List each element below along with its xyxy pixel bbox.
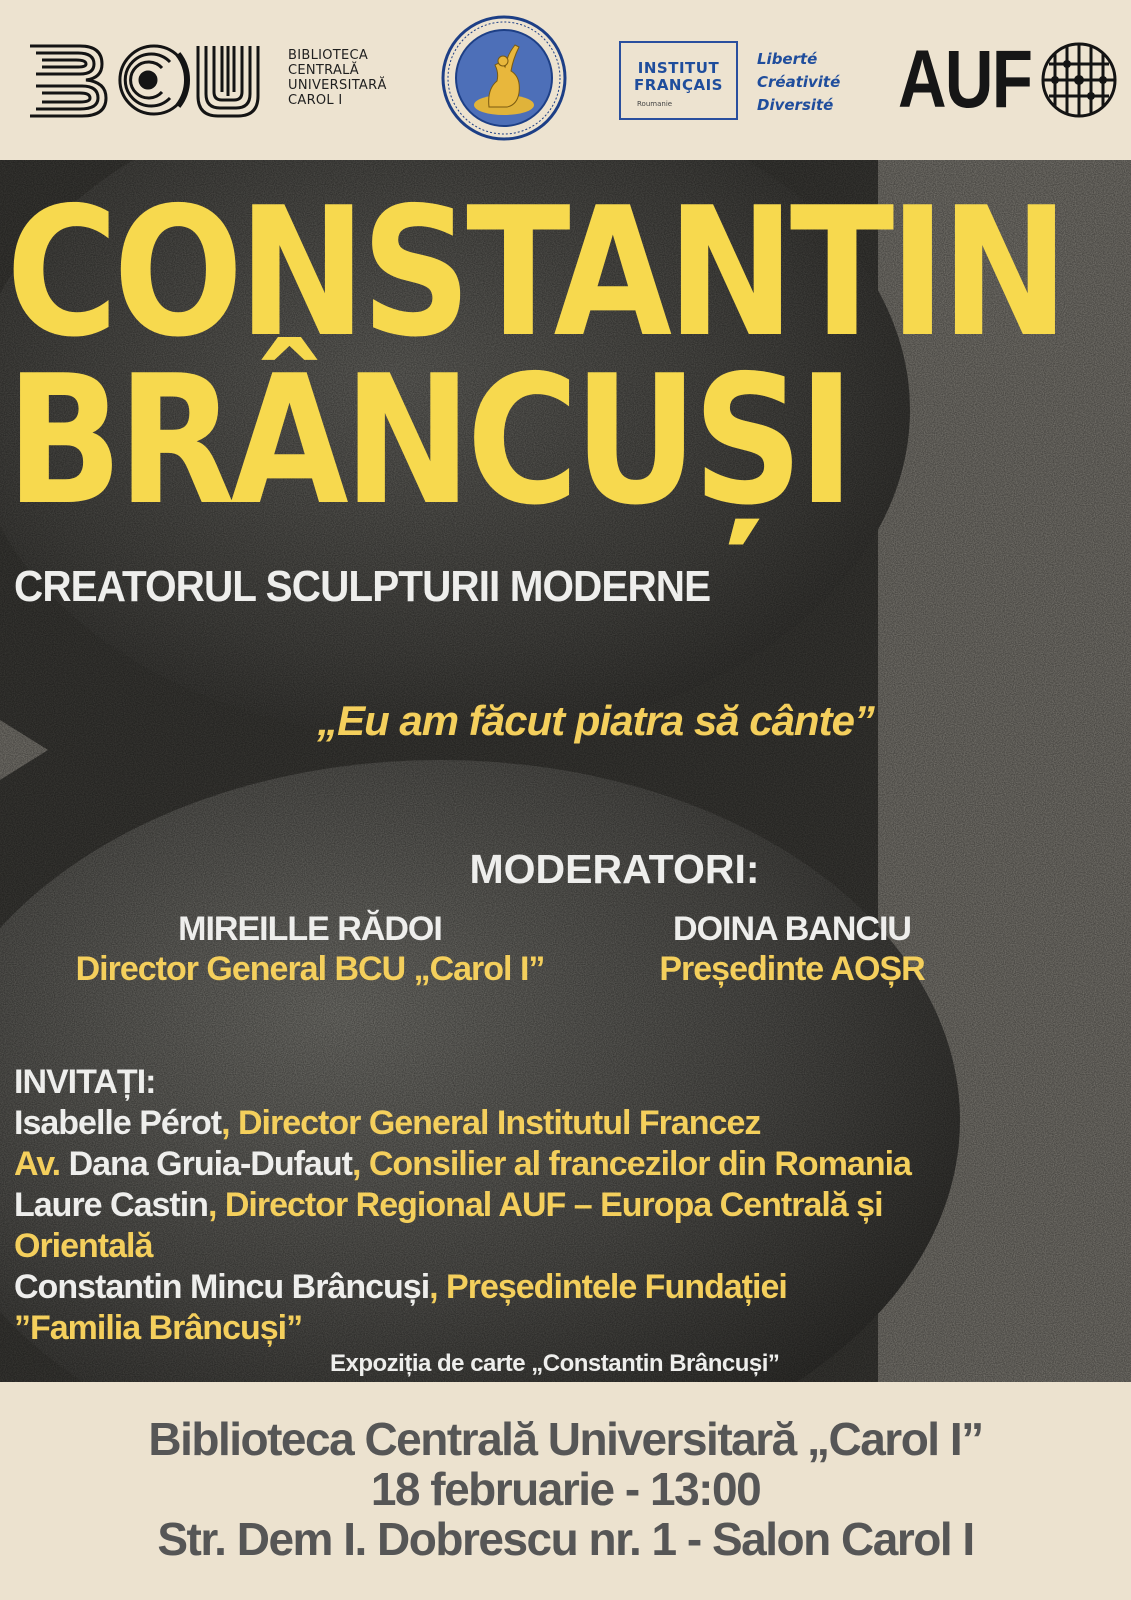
bcu-name — [288, 48, 387, 108]
institut-motto — [757, 48, 840, 117]
moderator-2 — [622, 909, 962, 989]
motto-line: Diversité — [757, 96, 834, 114]
guest-name: Laure Castin — [14, 1186, 208, 1224]
academy-seal-icon — [441, 15, 567, 141]
moderators-heading: MODERATORI: — [469, 846, 760, 892]
moderator-role: Director General BCU „Carol I” — [75, 950, 545, 988]
institut-francais-logo — [619, 41, 738, 120]
subtitle: CREATORUL SCULPTURII MODERNE — [14, 562, 711, 611]
exhibition-note: Expoziția de carte „Constantin Brâncuși” — [330, 1350, 780, 1377]
title-line1: CONSTANTIN — [6, 169, 1064, 376]
venue-name: Biblioteca Centrală Universitară „Carol I” — [148, 1413, 983, 1465]
bcu-logo-icon — [28, 40, 260, 120]
guest-name: Dana Gruia-Dufaut — [60, 1145, 352, 1183]
guest-role: , Director Regional AUF – Europa Centrală și — [207, 1186, 883, 1224]
auf-logo-text: AUF — [898, 34, 1032, 125]
guest-role: , Consilier al francezilor din Romania — [351, 1145, 911, 1183]
guest-role: , Președintele Fundației — [429, 1268, 787, 1306]
guest-line — [14, 1185, 1114, 1226]
guest-line — [14, 1144, 1114, 1185]
guest-role: , Director General Institutul Francez — [221, 1104, 761, 1142]
quote: „Eu am făcut piatra să cânte” — [317, 697, 874, 744]
bcu-name-line: CENTRALĂ — [288, 63, 359, 78]
moderator-name: DOINA BANCIU — [673, 910, 911, 948]
bcu-name-line: BIBLIOTECA — [288, 48, 369, 63]
guest-role: Orientală — [14, 1227, 153, 1265]
footer-venue — [0, 1382, 1131, 1600]
moderator-name: MIREILLE RĂDOI — [178, 910, 442, 948]
institut-line1: INSTITUT — [637, 59, 720, 77]
moderator-1 — [30, 909, 590, 989]
motto-line: Créativité — [757, 73, 841, 91]
institut-line2: FRANÇAIS — [634, 76, 723, 94]
guest-line — [14, 1103, 1114, 1144]
motto-line: Liberté — [757, 50, 818, 68]
guest-role: ”Familia Brâncuși” — [14, 1309, 303, 1347]
bcu-name-line: UNIVERSITARĂ — [288, 78, 387, 93]
guest-prefix: Av. — [14, 1145, 61, 1183]
header-logos — [0, 0, 1131, 160]
guests-heading: INVITAȚI: — [14, 1063, 156, 1101]
guest-name: Constantin Mincu Brâncuși — [14, 1268, 430, 1306]
bcu-name-line: CAROL I — [288, 93, 343, 108]
guests-list — [14, 1062, 1114, 1349]
auf-globe-icon — [1037, 38, 1121, 122]
moderator-role: Președinte AOȘR — [659, 950, 925, 988]
guest-line — [14, 1267, 1114, 1308]
title-line2: BRÂNCUȘI — [6, 337, 850, 544]
event-date-time: 18 februarie - 13:00 — [370, 1463, 761, 1515]
guest-line — [14, 1226, 1114, 1267]
guest-line — [14, 1308, 1114, 1349]
guest-name: Isabelle Pérot — [14, 1104, 222, 1142]
institut-country: Roumanie — [637, 100, 673, 108]
venue-address: Str. Dem I. Dobrescu nr. 1 - Salon Carol I — [157, 1513, 974, 1565]
